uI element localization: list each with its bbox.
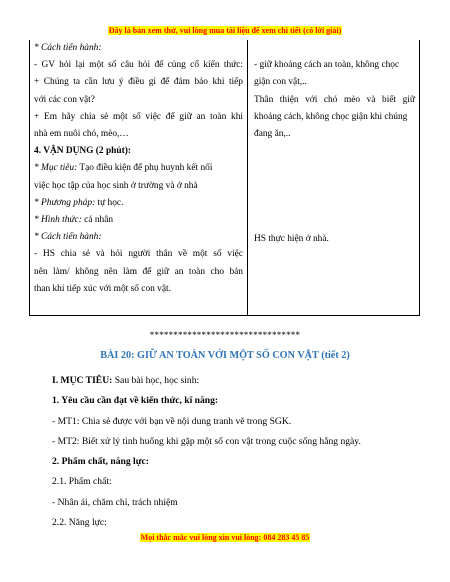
lesson-body: [52, 371, 432, 533]
objective-text: Tạo điều kiện để phụ huynh kết nối: [77, 163, 213, 174]
cell-spacer: [254, 195, 415, 212]
objectives-intro: Sau bài học, học sinh:: [112, 375, 200, 386]
text-line: nên làm/ không nên làm để giữ an toàn cho bản: [34, 266, 243, 277]
cell-spacer: [254, 178, 415, 195]
text-line: - GV hỏi lại một số câu hỏi để củng cố kiến thức:: [34, 60, 243, 71]
objective-mt2: - MT2: Biết xử lý tình huống khi gặp một số con vật trong cuộc sống hằng ngày.: [52, 435, 361, 447]
form-label: * Hình thức:: [34, 215, 82, 226]
requirements-heading: 1. Yêu cầu cần đạt về kiến thức, kĩ năng:: [52, 395, 219, 407]
text-line: đang ăn,..: [254, 129, 291, 139]
text-line: giận con vật,..: [254, 77, 307, 88]
section-heading: 4. VẬN DỤNG (2 phút):: [34, 146, 131, 157]
preview-banner-text: Đây là bản xem thử, vui lòng mua tài liệu để xem chi tiết (có lời giải): [108, 26, 342, 35]
method-text: tự học.: [95, 197, 124, 208]
text-line: HS thực hiện ở nhà.: [254, 234, 329, 245]
lesson-title: BÀI 20: GIỮ AN TOÀN VỚI MỘT SỐ CON VẬT (tiết 2): [100, 350, 350, 361]
competencies-subheading: 2.2. Năng lực:: [52, 517, 107, 529]
text-line: Thân thiện với chó mèo và biết giữ: [254, 94, 415, 105]
procedure-heading: * Cách tiến hành:: [34, 43, 102, 53]
objectives-heading-line: [52, 371, 432, 391]
table-row: [30, 40, 420, 316]
contact-banner: [0, 533, 450, 542]
text-line: việc học tập của học sinh ở trường và ở nhà: [34, 180, 198, 191]
qualities-subheading: 2.1. Phẩm chất:: [52, 476, 112, 488]
text-line: than khi tiếp xúc với một số con vật.: [34, 283, 171, 294]
cell-spacer: [254, 40, 415, 57]
objective-label: * Mục tiêu:: [34, 163, 78, 174]
qualities-heading: 2. Phẩm chất, năng lực:: [52, 456, 149, 468]
qualities-text: - Nhân ái, chăm chỉ, trách nhiệm: [52, 496, 178, 508]
objective-mt1: - MT1: Chia sẻ được với bạn về nội dung tranh vẽ trong SGK.: [52, 415, 292, 427]
student-activities-cell: [248, 40, 420, 316]
method-label: * Phương pháp:: [34, 197, 96, 208]
objective-line: [34, 160, 243, 177]
text-line: + Chúng ta cần lưu ý điều gì để đảm bảo khi tiếp: [34, 77, 243, 88]
form-text: cá nhân: [81, 215, 114, 226]
lesson-plan-table: [29, 40, 420, 316]
procedure-heading: * Cách tiến hành:: [34, 232, 102, 243]
text-line: + Em hãy chia sẻ một số việc để giữ an toàn khi: [34, 111, 243, 122]
contact-banner-text: Mọi thắc mắc vui lòng xin vui lòng: 084 283 45 85: [140, 533, 310, 542]
cell-spacer: [34, 298, 243, 315]
form-line: [34, 212, 243, 229]
text-line: nhà em nuôi chó, mèo,…: [34, 129, 129, 140]
text-line: khoảng cách, không chọc giận khi chúng: [254, 111, 408, 122]
text-line: - giữ khoảng cách an toàn, không chọc: [254, 60, 400, 71]
cell-spacer: [254, 143, 415, 160]
text-line: với các con vật?: [34, 94, 95, 105]
objectives-heading: I. MỤC TIÊU:: [52, 375, 113, 386]
text-line: - HS chia sẻ và hỏi người thân về một số việc: [34, 249, 243, 260]
separator: ********************************: [149, 330, 301, 340]
teacher-activities-cell: [30, 40, 248, 316]
cell-spacer: [254, 160, 415, 177]
method-line: [34, 195, 243, 212]
cell-spacer: [254, 212, 415, 229]
preview-banner: [0, 26, 450, 35]
